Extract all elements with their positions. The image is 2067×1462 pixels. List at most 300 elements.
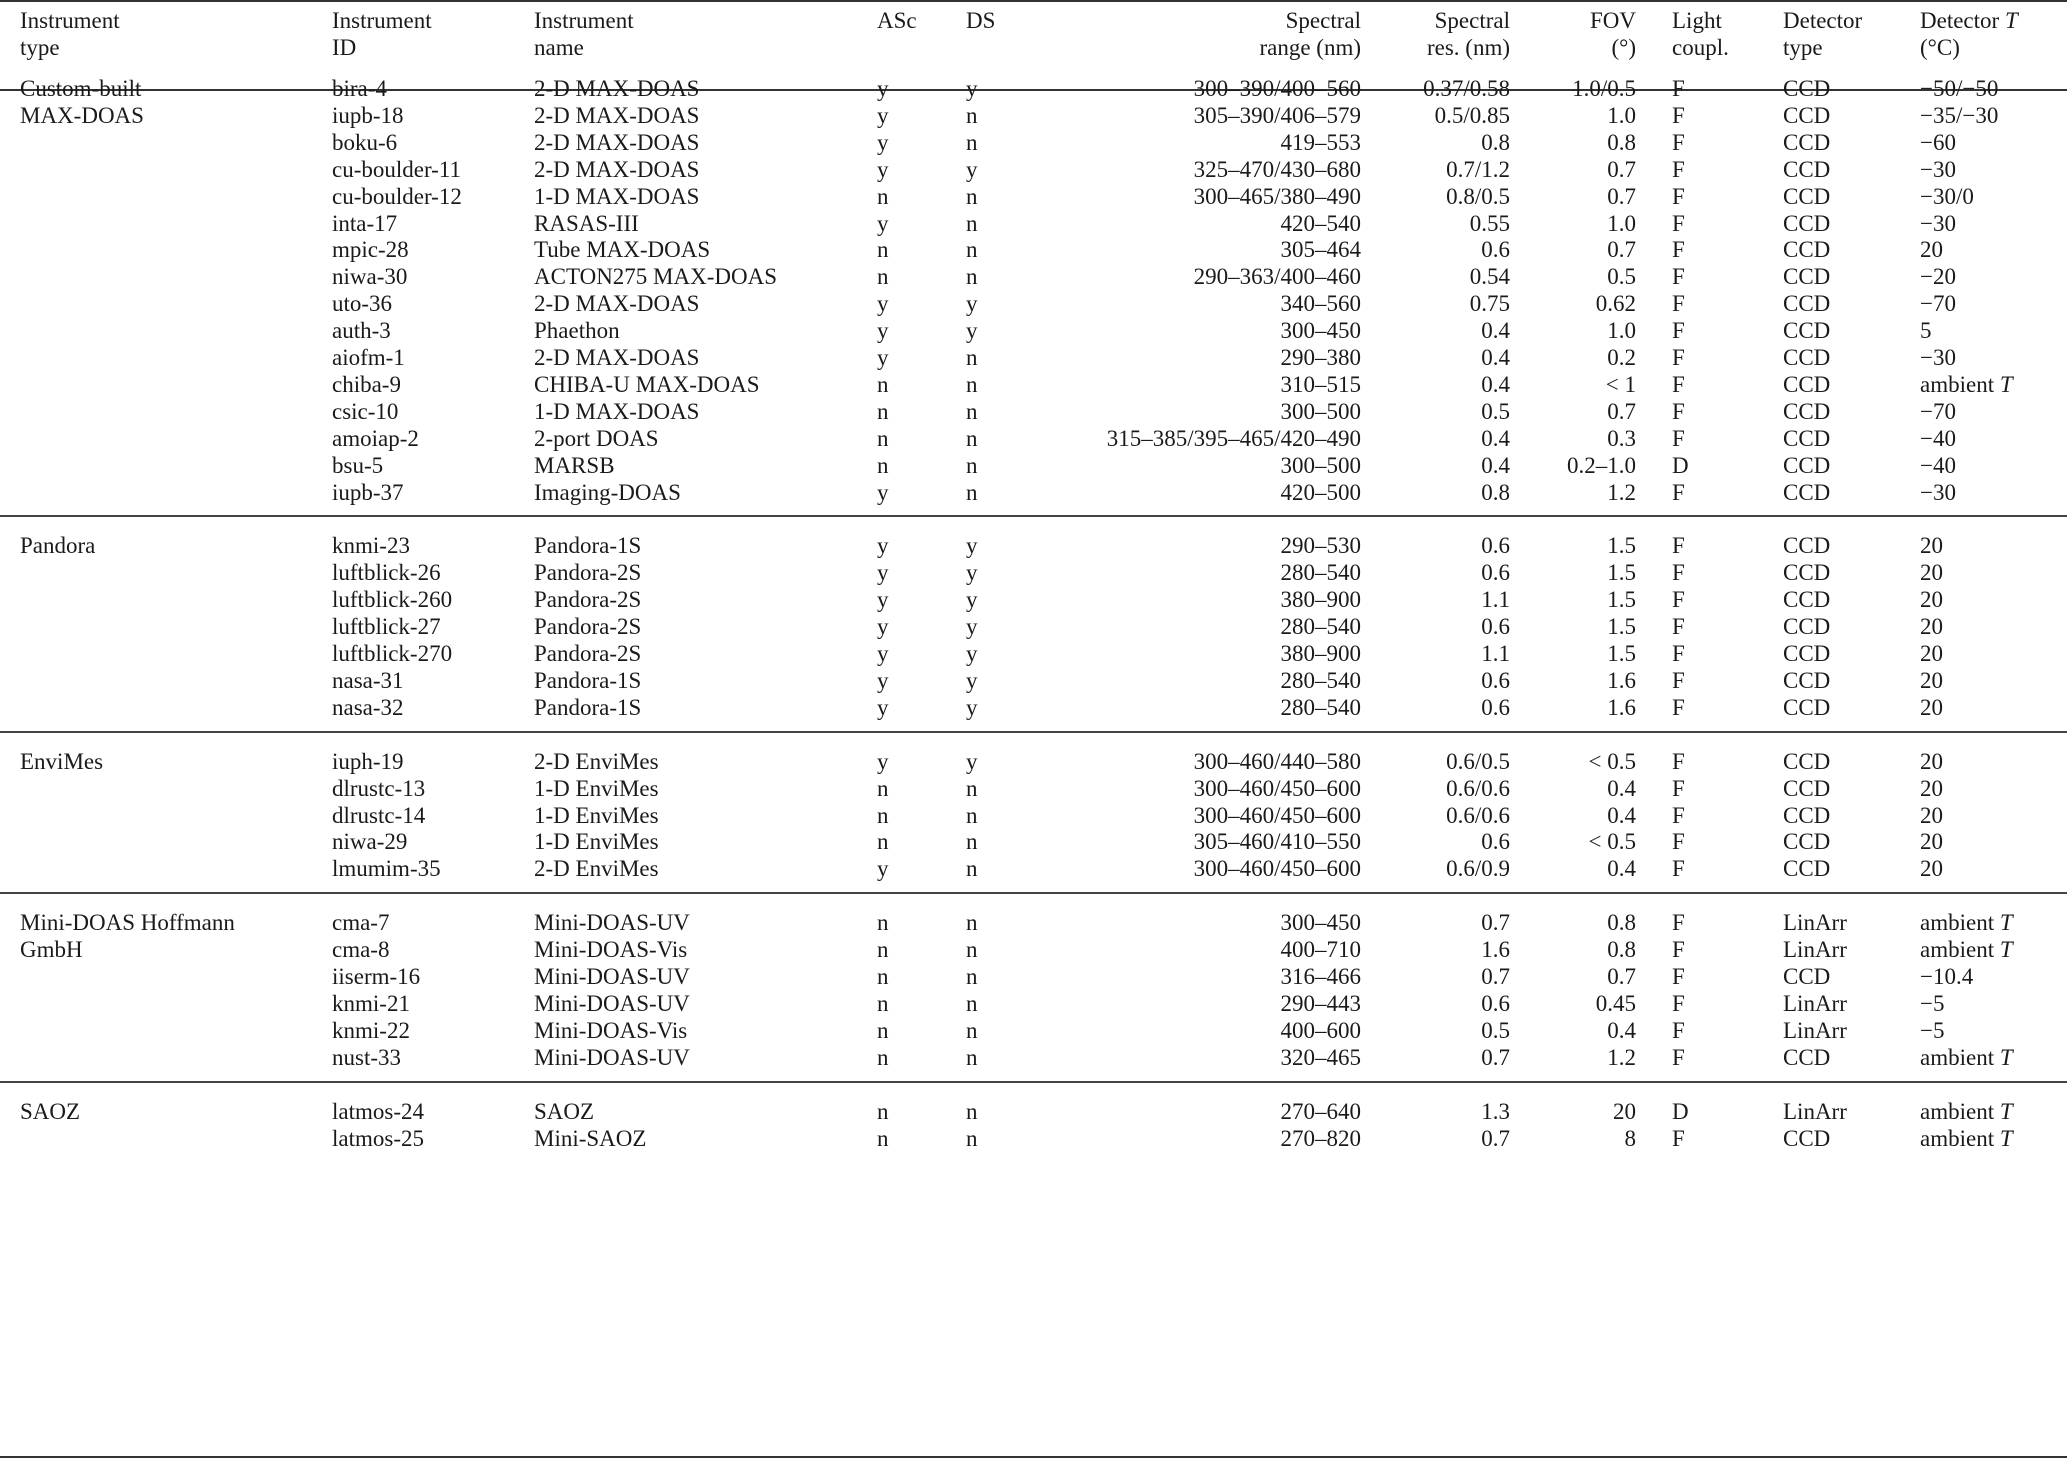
cell-res [1446,156,1510,183]
cell-text: lmumim-35 [332,856,441,882]
cell-text: y [966,587,978,613]
cell-text: CCD [1783,587,1831,613]
cell-text: GmbH [20,937,83,963]
cell-text: 305–460/410–550 [1193,829,1361,855]
cell-text: CCD [1783,156,1831,182]
cell-text: mpic-28 [332,237,409,263]
cell-id [332,559,441,586]
cell-text: n [966,129,978,155]
cell-light [1672,855,1685,882]
cell-text: < 1 [1605,371,1636,397]
cell-text: n [877,964,889,989]
cell-light [1672,1044,1685,1071]
cell-dtemp [1920,398,1956,425]
cell-text: 2-D MAX-DOAS [534,345,700,370]
cell-text: knmi-21 [332,990,410,1016]
cell-range [1281,963,1362,990]
cell-dtemp [1920,317,1932,344]
cell-dtype [1783,129,1830,156]
cell-text: 290–530 [1280,533,1361,559]
cell-text: 1.5 [1607,560,1636,586]
cell-fov [1607,909,1636,936]
cell-fov [1607,855,1636,882]
cell-asc [877,559,889,586]
cell-text: y [877,667,889,693]
cell-name [534,909,690,936]
cell-light [1672,963,1685,990]
cell-fov [1607,479,1636,506]
cell-text: 1.3 [1481,1098,1510,1124]
cell-res [1481,694,1510,721]
cell-res [1481,479,1510,506]
table-top-rule [0,0,2067,2]
cell-text: 0.6 [1481,990,1510,1016]
cell-res [1481,317,1510,344]
cell-text: −30 [1920,345,1956,370]
cell-range [1281,640,1362,667]
cell-range [1281,452,1362,479]
cell-light [1672,936,1685,963]
cell-text: 0.7 [1481,964,1510,989]
cell-fov [1607,129,1636,156]
column-header-res [1435,7,1510,34]
cell-light [1672,802,1685,829]
cell-text: F [1672,641,1685,666]
cell-text: CCD [1783,1044,1831,1070]
cell-text: 1-D EnviMes [534,829,659,855]
cell-light [1672,425,1685,452]
cell-asc [877,828,889,855]
cell-dtemp [1920,559,1943,586]
cell-text: F [1672,210,1685,236]
cell-text: n [966,1125,978,1151]
cell-text: knmi-23 [332,533,410,559]
cell-ds [966,210,978,237]
cell-text: csic-10 [332,398,399,424]
cell-text: 20 [1920,533,1943,559]
cell-light [1672,1125,1685,1152]
cell-range [1194,156,1361,183]
cell-ds [966,75,978,102]
cell-text: CCD [1783,641,1831,666]
cell-fov [1607,775,1636,802]
cell-text: F [1672,183,1685,209]
cell-dtemp [1920,1098,2013,1125]
cell-text: CHIBA-U MAX-DOAS [534,371,760,397]
cell-id [332,1125,424,1152]
cell-text: 400–600 [1280,1017,1361,1043]
cell-text: F [1672,291,1685,317]
cell-text: 0.45 [1595,990,1636,1016]
cell-dtemp [1920,1017,1944,1044]
cell-dtemp [1920,936,2013,963]
cell-light [1672,183,1685,210]
column-header-name-unit [534,34,584,61]
cell-dtype [1783,828,1830,855]
cell-text: y [966,291,978,317]
cell-range [1194,263,1361,290]
cell-text: < 0.5 [1588,829,1636,855]
cell-range [1281,990,1362,1017]
cell-text: 1.6 [1481,937,1510,963]
cell-text: 0.7 [1481,1044,1510,1070]
cell-range [1281,317,1362,344]
cell-dtype [1783,1017,1847,1044]
cell-range [1194,828,1361,855]
cell-dtype [1783,344,1830,371]
cell-text: 0.6/0.6 [1446,802,1510,828]
cell-text: 0.4 [1481,371,1510,397]
cell-text: 2-D EnviMes [534,748,659,774]
cell-light [1672,263,1685,290]
cell-text: cu-boulder-12 [332,183,462,209]
cell-name [534,236,710,263]
cell-name [534,129,699,156]
cell-text: n [966,183,978,209]
cell-dtype [1783,532,1830,559]
cell-asc [877,236,889,263]
cell-text: 2-D MAX-DOAS [534,129,700,155]
cell-res [1481,532,1510,559]
cell-res [1470,210,1510,237]
cell-ds [966,640,978,667]
cell-text: n [966,398,978,424]
cell-dtemp [1920,1125,2013,1152]
cell-text: 0.6 [1481,694,1510,720]
cell-text: Light [1672,8,1722,33]
cell-text: F [1672,829,1685,855]
cell-dtemp [1920,75,1998,102]
cell-fov [1567,452,1636,479]
column-header-name [534,7,634,34]
cell-text: y [877,748,889,774]
cell-id [332,129,397,156]
cell-fov [1607,317,1636,344]
cell-text: 0.4 [1481,345,1510,370]
cell-text: n [877,452,889,478]
cell-text: F [1672,937,1685,963]
cell-text: F [1672,129,1685,155]
cell-text: n [877,1044,889,1070]
cell-text: 0.8 [1481,129,1510,155]
cell-text: y [877,318,889,344]
cell-light [1672,694,1685,721]
cell-text: 400–710 [1280,937,1361,963]
cell-name [534,263,777,290]
cell-text: luftblick-27 [332,614,441,640]
italic-symbol: T [1999,1044,2013,1070]
cell-dtemp [1920,236,1943,263]
cell-text: 0.8 [1607,937,1636,963]
cell-text: −30 [1920,210,1956,236]
cell-text: cu-boulder-11 [332,156,461,182]
cell-range [1281,532,1362,559]
cell-fov [1607,344,1636,371]
cell-text: Mini-DOAS Hoffmann [20,910,235,936]
cell-text: Pandora-2S [534,587,642,613]
cell-asc [877,909,889,936]
cell-text: Pandora-2S [534,614,642,640]
cell-text: 0.3 [1607,425,1636,451]
cell-range [1281,1017,1362,1044]
cell-text: Tube MAX-DOAS [534,237,711,263]
cell-ds [966,1017,978,1044]
cell-text: F [1672,156,1685,182]
cell-light [1672,317,1685,344]
cell-id [332,183,462,210]
cell-text: < 0.5 [1588,748,1636,774]
cell-id [332,667,404,694]
cell-text: −20 [1920,264,1956,290]
cell-fov [1607,936,1636,963]
cell-id [332,748,404,775]
cell-light [1672,748,1685,775]
cell-fov [1607,1017,1636,1044]
cell-text: −50/−50 [1920,76,1999,101]
cell-range [1194,775,1361,802]
column-header-light [1672,7,1722,34]
cell-text: Instrument [332,8,432,33]
cell-text: Mini-DOAS-Vis [534,937,688,963]
cell-text: 20 [1920,775,1943,801]
cell-dtemp [1920,290,1956,317]
cell-text: −40 [1920,425,1956,451]
cell-id [332,855,441,882]
cell-id [332,398,398,425]
cell-text: (°C) [1920,35,1960,60]
cell-ds [966,1044,978,1071]
cell-text: n [966,102,978,128]
cell-light [1672,452,1689,479]
cell-text: chiba-9 [332,371,401,397]
cell-text: n [877,802,889,828]
cell-asc [877,1125,889,1152]
cell-text: MARSB [534,452,615,478]
cell-name [534,479,681,506]
cell-id [332,156,461,183]
cell-name [534,559,641,586]
cell-name [534,1044,690,1071]
cell-text: ID [332,35,357,60]
cell-text: SAOZ [20,1098,81,1124]
cell-text: 0.7 [1481,1125,1510,1151]
cell-text: ambient [1920,371,1995,397]
cell-dtemp [1920,344,1956,371]
cell-text: dlrustc-14 [332,802,426,828]
cell-dtype [1783,236,1830,263]
cell-text: 0.6/0.6 [1446,775,1510,801]
cell-text: F [1672,560,1685,586]
cell-text: LinArr [1783,1098,1847,1124]
cell-text: 1.0/0.5 [1572,76,1636,101]
cell-name [534,775,659,802]
cell-text: bsu-5 [332,452,384,478]
cell-ds [966,532,978,559]
cell-text: iuph-19 [332,748,404,774]
cell-text: 0.2–1.0 [1567,452,1636,478]
cell-res [1481,344,1510,371]
cell-id [332,1098,424,1125]
cell-text: n [966,937,978,963]
cell-dtemp [1920,129,1956,156]
cell-text: n [966,425,978,451]
cell-ds [966,828,978,855]
cell-text: Mini-DOAS-UV [534,910,690,936]
cell-dtemp [1920,990,1944,1017]
cell-text: Mini-DOAS-Vis [534,1017,688,1043]
cell-name [534,371,760,398]
cell-range [1194,855,1361,882]
table-bottom-rule [0,1456,2067,1458]
cell-dtype [1783,452,1830,479]
cell-text: F [1672,802,1685,828]
column-header-type-unit [20,34,60,61]
cell-asc [877,102,889,129]
cell-name [534,990,690,1017]
cell-text: n [966,1017,978,1043]
cell-dtype [1783,263,1830,290]
cell-dtype [1783,936,1847,963]
cell-asc [877,748,889,775]
cell-text: D [1672,452,1689,478]
cell-text: CCD [1783,425,1831,451]
instrument-type-label [20,532,95,559]
cell-text: type [1783,35,1823,60]
cell-text: n [966,1044,978,1070]
cell-text: −30/0 [1920,183,1974,209]
cell-text: −70 [1920,291,1956,317]
cell-asc [877,775,889,802]
cell-text: luftblick-26 [332,560,441,586]
cell-text: range (nm) [1259,35,1361,60]
column-header-type [20,7,120,34]
cell-text: n [877,829,889,855]
cell-name [534,1125,646,1152]
cell-text: 0.5/0.85 [1434,102,1510,128]
cell-text: y [877,641,889,666]
cell-text: 300–460/440–580 [1193,748,1361,774]
cell-text: F [1672,102,1685,128]
cell-text: CCD [1783,1125,1831,1151]
cell-text: F [1672,425,1685,451]
column-header-dtype-unit [1783,34,1823,61]
cell-text: latmos-24 [332,1098,424,1124]
cell-text: 20 [1920,587,1943,613]
cell-text: aiofm-1 [332,345,405,370]
cell-res [1481,936,1510,963]
cell-name [534,694,641,721]
cell-text: F [1672,345,1685,370]
cell-text: 5 [1920,318,1932,344]
cell-dtype [1783,640,1830,667]
cell-text: LinArr [1783,1017,1847,1043]
cell-text: 280–540 [1280,614,1361,640]
cell-ds [966,183,978,210]
cell-fov [1607,532,1636,559]
cell-text: 0.62 [1595,291,1636,317]
cell-fov [1607,236,1636,263]
cell-text: 300–390/400–560 [1193,76,1361,101]
cell-text: 1-D MAX-DOAS [534,398,700,424]
cell-text: y [877,102,889,128]
cell-text: 380–900 [1280,641,1361,666]
cell-res [1481,909,1510,936]
cell-text: 1.0 [1607,102,1636,128]
cell-text: 0.7 [1607,964,1636,989]
cell-id [332,828,407,855]
cell-ds [966,775,978,802]
cell-text: 270–820 [1280,1125,1361,1151]
cell-text: CCD [1783,667,1831,693]
cell-res [1481,236,1510,263]
cell-fov [1613,1098,1636,1125]
cell-text: 20 [1920,694,1943,720]
cell-range [1281,586,1362,613]
italic-symbol: T [1999,910,2013,936]
cell-text: CCD [1783,318,1831,344]
cell-text: n [877,237,889,263]
cell-range [1281,371,1362,398]
cell-text: 0.6 [1481,614,1510,640]
cell-text: y [877,560,889,586]
cell-fov [1607,694,1636,721]
cell-text: CCD [1783,856,1831,882]
cell-text: ACTON275 MAX-DOAS [534,264,778,290]
cell-ds [966,990,978,1017]
cell-text: cma-8 [332,937,390,963]
cell-res [1481,129,1510,156]
cell-text: knmi-22 [332,1017,410,1043]
cell-text: n [966,964,978,989]
cell-dtype [1783,371,1830,398]
cell-text: n [966,990,978,1016]
cell-ds [966,398,978,425]
cell-light [1672,640,1685,667]
cell-asc [877,75,889,102]
cell-asc [877,156,889,183]
cell-asc [877,263,889,290]
cell-range [1281,1125,1362,1152]
cell-text: Detector [1783,8,1863,33]
cell-id [332,694,404,721]
cell-text: CCD [1783,237,1831,263]
cell-name [534,398,699,425]
cell-text: CCD [1783,210,1831,236]
cell-dtype [1783,479,1830,506]
cell-text: F [1672,667,1685,693]
cell-text: 270–640 [1280,1098,1361,1124]
italic-symbol: T [1999,1125,2013,1151]
cell-light [1672,75,1685,102]
cell-text: 420–500 [1280,479,1361,505]
cell-text: 280–540 [1280,560,1361,586]
cell-asc [877,963,889,990]
cell-text: 20 [1920,237,1943,263]
group-separator [0,1081,2067,1083]
cell-text: y [877,587,889,613]
cell-light [1672,210,1685,237]
cell-id [332,425,419,452]
cell-text: CCD [1783,748,1831,774]
cell-dtemp [1920,855,1943,882]
cell-text: CCD [1783,775,1831,801]
cell-text: 300–460/450–600 [1193,856,1361,882]
cell-ds [966,1098,978,1125]
cell-text: CCD [1783,533,1831,559]
cell-text: res. (nm) [1426,35,1510,60]
cell-text: 0.37/0.58 [1423,76,1510,101]
cell-dtemp [1920,452,1956,479]
